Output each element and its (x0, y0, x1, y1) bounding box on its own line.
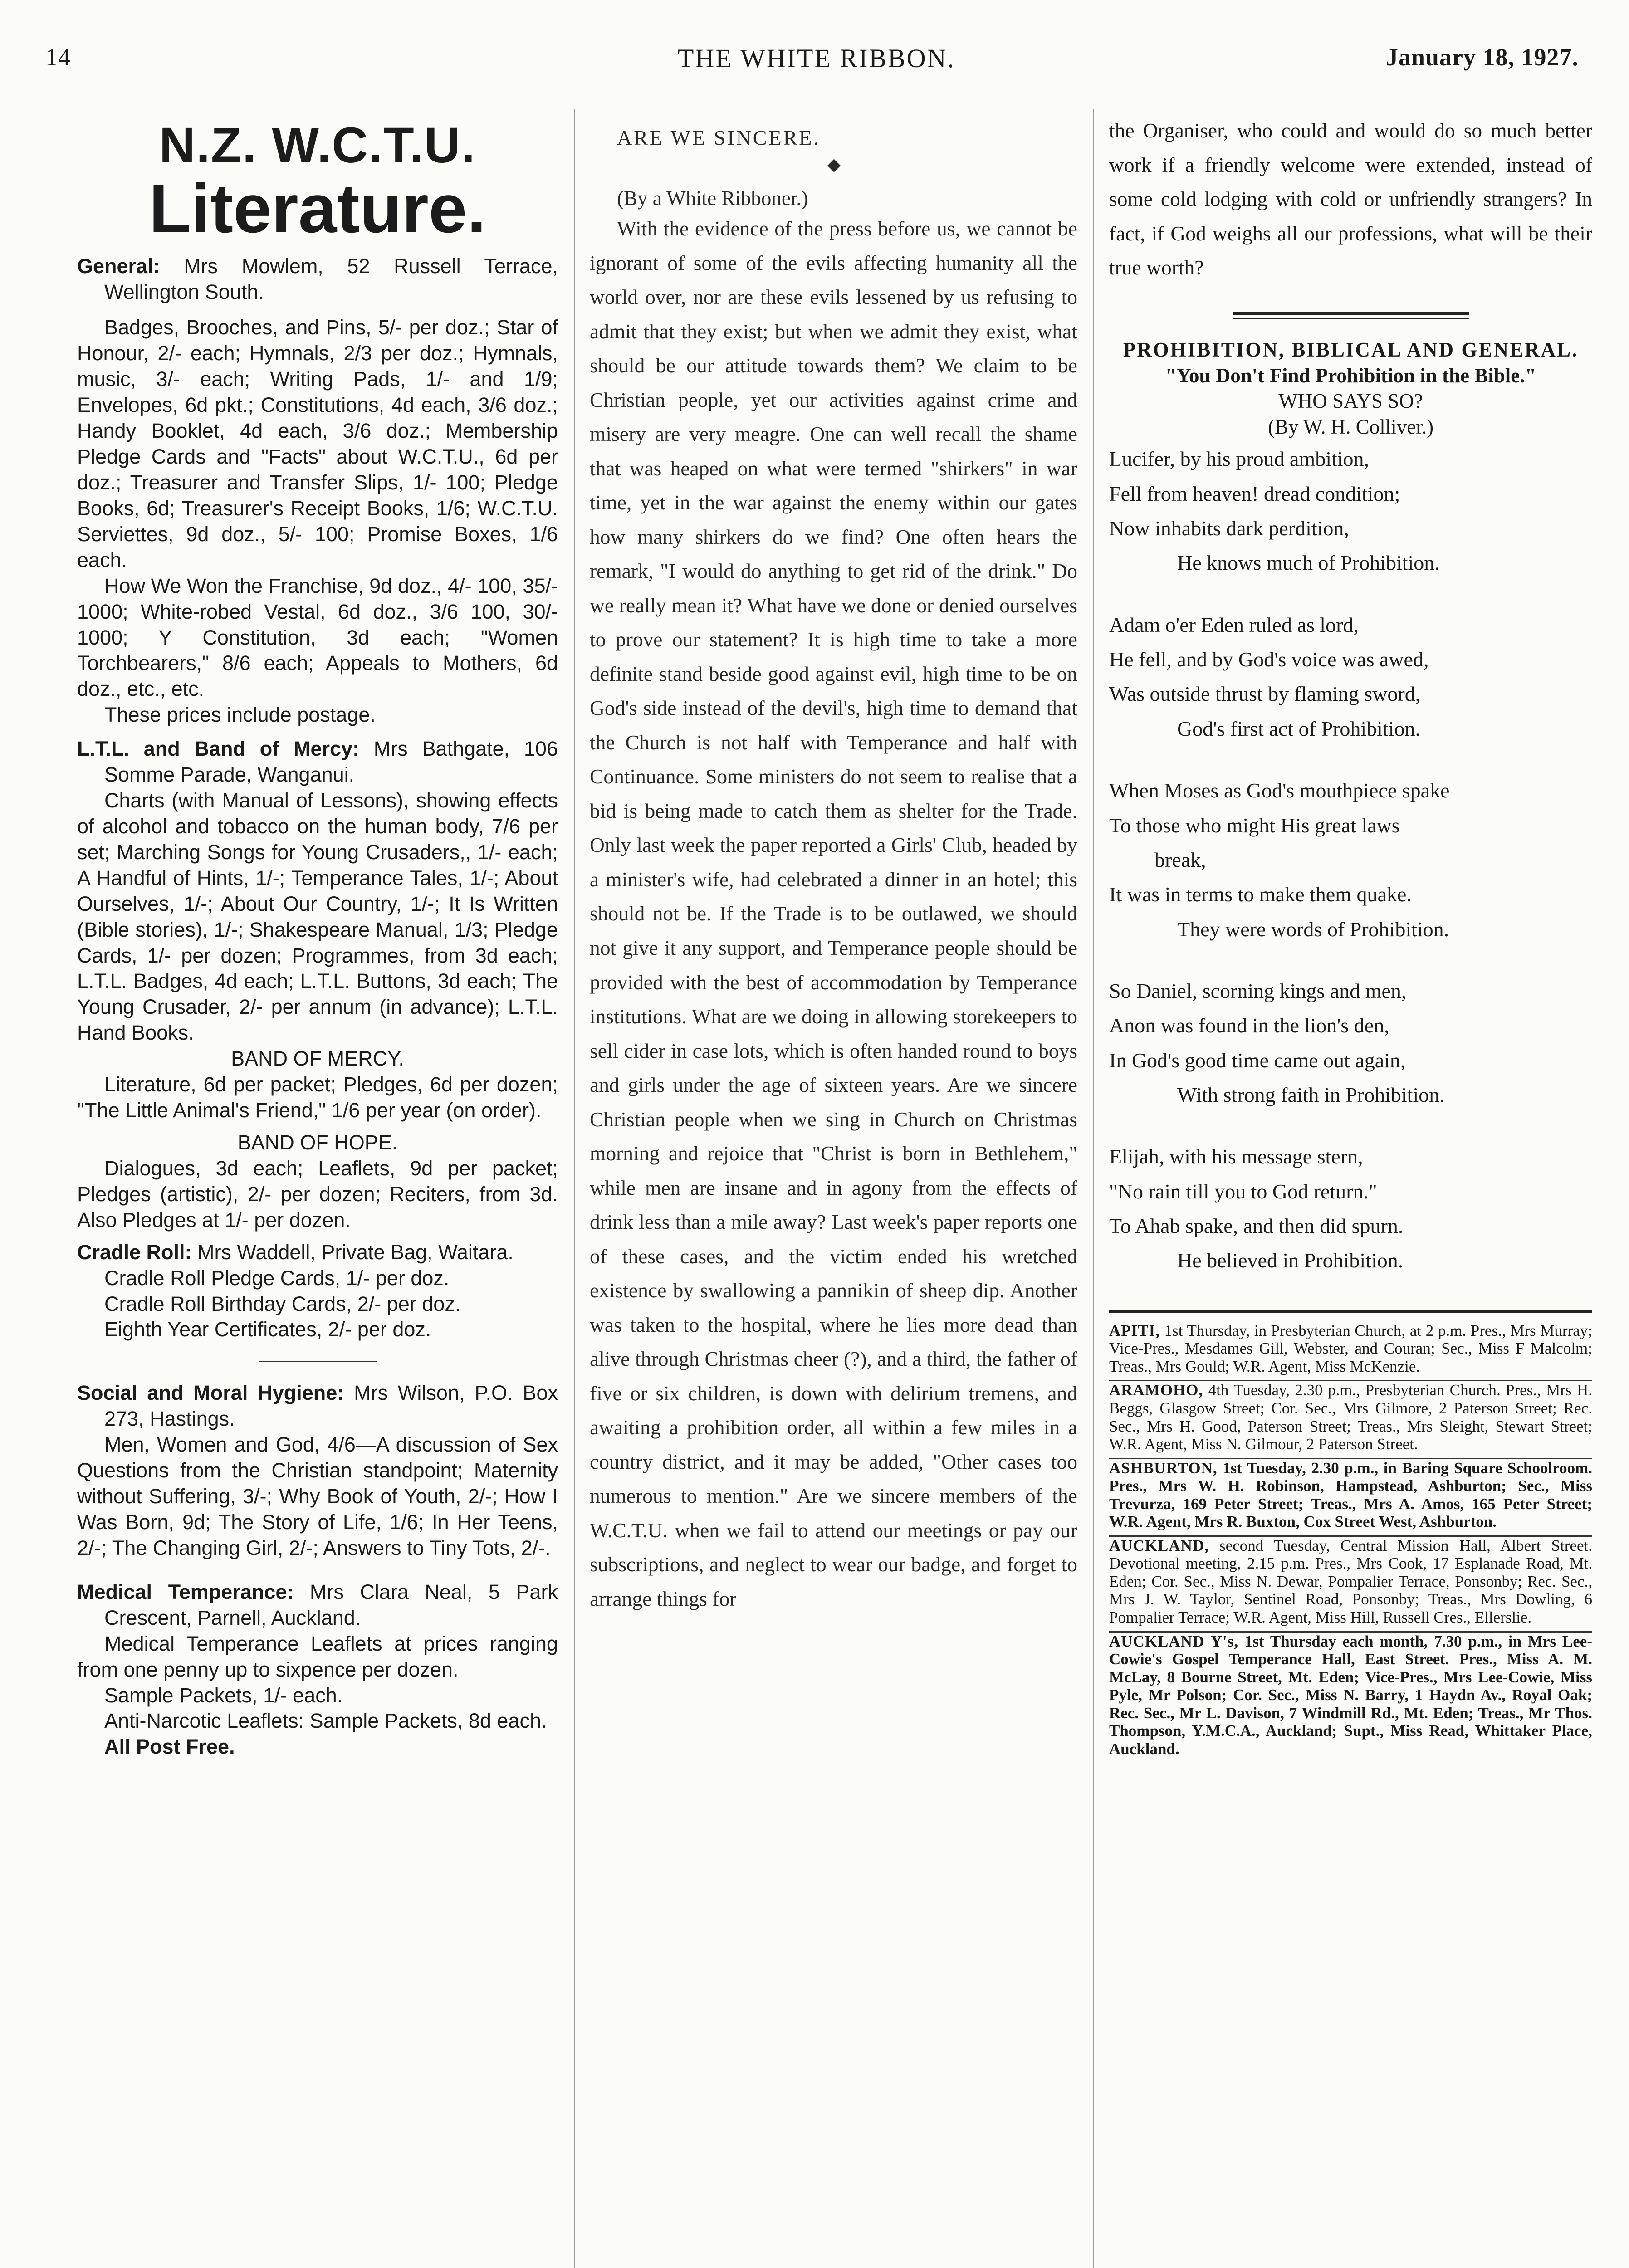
cradle-roll-item: Cradle Roll Pledge Cards, 1/- per doz. (104, 1266, 450, 1290)
branch-entry: AUCKLAND, second Tuesday, Central Mission Hall, Albert Street. Devotional meeting, 2.15 p.m. Pres., Mrs Cook, 17 Esplanade Road, Mt. Eden; Cor. Sec., Miss N. Dewar, Pompalier Terrace, Ponsonby; Rec. Sec., Mrs J. W. Taylor, Sentinel Road, Ponsonby; Treas., Mrs Dowling, 6 Pompalier Terrace; W.R. Agent, Miss Hill, Russell Cres., Ellerslie. (1109, 1537, 1592, 1633)
article-continuation: the Organiser, who could and would do so much better work if a friendly welcome were extended, instead of some cold lodging with cold or unfriendly strangers? In fact, if God weighs all our professions, what will be their true worth? (1109, 119, 1592, 279)
poem-line: Elijah, with his message stern, (1109, 1145, 1363, 1168)
poem-line: "No rain till you to God return." (1109, 1179, 1377, 1203)
page-header (45, 43, 1588, 79)
branch-name: AUCKLAND Y's, (1109, 1632, 1239, 1650)
branch-directory (1109, 1322, 1592, 1763)
medical-temperance-item: Sample Packets, 1/- each. (104, 1683, 343, 1707)
who-says-so: WHO SAYS SO? (1278, 390, 1423, 413)
poem-line: Lucifer, by his proud ambition, (1109, 447, 1370, 471)
poem-line: Anon was found in the lion's den, (1109, 1014, 1389, 1037)
branch-entry: ASHBURTON, 1st Tuesday, 2.30 p.m., in Baring Square Schoolroom. Pres., Mrs W. H. Robinson, Hampstead, Ashburton; Sec., Miss Trevurza, 169 Peter Street; Treas., Mrs A. Amos, 165 Peter Street; W.R. Agent, Mrs R. Buxton, Cox Street West, Ashburton. (1109, 1459, 1592, 1537)
poem-line: They were words of Prohibition. (1177, 917, 1449, 941)
branch-name: APITI, (1109, 1321, 1160, 1339)
poem-line: Now inhabits dark perdition, (1109, 516, 1349, 540)
cradle-roll-heading: Cradle Roll: (77, 1240, 192, 1264)
medical-temperance-item: Medical Temperance Leaflets at prices ranging from one penny up to sixpence per dozen. (77, 1632, 558, 1681)
social-hygiene-heading: Social and Moral Hygiene: (77, 1381, 344, 1405)
column-divider (1093, 109, 1094, 2268)
ltl-price-list: Charts (with Manual of Lessons), showing effects of alcohol and tobacco on the human body, 7/6 per set; Marching Songs for Young Crusaders,, 1/- each; A Handful of Hints, 1/-; Temperance Tales, 1/-; About Ourselves, 1/-; About Our Country, 1/-; It Is Written (Bible stories), 1/-; Shakespeare Manual, 1/3; Pledge Cards, 1/- per dozen; Programmes, from 3d each; L.T.L. Badges, 4d each; L.T.L. Buttons, 3d each; The Young Crusader, 2/- per annum (in advance); L.T.L. Hand Books. (77, 789, 558, 1045)
poem-heading: PROHIBITION, BIBLICAL AND GENERAL. (1123, 338, 1579, 361)
ltl-contact: L.T.L. and Band of Mercy: Mrs Bathgate, 106 Somme Parade, Wanganui. (77, 737, 558, 787)
article-byline: (By a White Ribboner.) (617, 187, 808, 210)
band-of-mercy-list: Literature, 6d per packet; Pledges, 6d per dozen; "The Little Animal's Friend," 1/6 per year (on order). (77, 1073, 558, 1122)
social-hygiene-contact: Social and Moral Hygiene: Mrs Wilson, P.O. Box 273, Hastings. (77, 1381, 558, 1431)
poem-line: Adam o'er Eden ruled as lord, (1109, 613, 1359, 636)
medical-temperance-contact: Medical Temperance: Mrs Clara Neal, 5 Park Crescent, Parnell, Auckland. (77, 1580, 558, 1629)
literature-column (77, 104, 558, 1760)
branch-name: ARAMOHO, (1109, 1381, 1203, 1399)
poem-line: He knows much of Prohibition. (1177, 551, 1440, 575)
poem-stanza (1109, 608, 1592, 746)
poem-line: When Moses as God's mouthpiece spake (1109, 779, 1450, 802)
medical-temperance-heading: Medical Temperance: (77, 1580, 294, 1603)
poem-line: To Ahab spake, and then did spurn. (1109, 1214, 1404, 1238)
postage-note: These prices include postage. (104, 703, 376, 727)
poem-stanza (1109, 442, 1592, 580)
issue-date: January 18, 1927. (1385, 44, 1579, 71)
band-of-hope-heading: BAND OF HOPE. (237, 1131, 398, 1154)
poem (1109, 442, 1592, 1278)
general-price-list: Badges, Brooches, and Pins, 5/- per doz.; Star of Honour, 2/- each; Hymnals, 2/3 per doz.; Hymnals, music, 3/- each; Writing Pads, 1/- and 1/9; Envelopes, 6d pkt.; Constitutions, 4d each, 3/6 doz.; Handy Booklet, 4d each, 3/6 doz.; Membership Pledge Cards and "Facts" about W.C.T.U., 6d per doz.; Treasurer and Transfer Slips, 1/- 100; Pledge Books, 6d; Treasurer's Receipt Books, 1/6; W.C.T.U. Serviettes, 9d doz., 5/- 100; Promise Boxes, 1/6 each. (77, 316, 558, 572)
poem-stanza (1109, 1139, 1592, 1278)
poem-line: Fell from heaven! dread condition; (1109, 482, 1400, 505)
article-heading: ARE WE SINCERE. (617, 126, 821, 149)
poem-subheading: "You Don't Find Prohibition in the Bible." (1165, 364, 1536, 387)
cradle-roll-contact: Cradle Roll: Mrs Waddell, Private Bag, Waitara. (77, 1240, 514, 1264)
branch-entry: AUCKLAND Y's, 1st Thursday each month, 7.30 p.m., in Mrs Lee-Cowie's Gospel Temperance Hall, East Street. Pres., Miss A. M. McLay, 8 Bourne Street, Mt. Eden; Vice-Pres., Mrs Lee-Cowie, Miss Pyle, Mr Polson; Cor. Sec., Miss N. Barry, 1 Haydn Av., Royal Oak; Rec. Sec., Mr L. Davison, 7 Windmill Rd., Mt. Eden; Treas., Mr Thos. Thompson, Y.M.C.A., Auckland; Supt., Miss Read, Whittaker Place, Auckland. (1109, 1632, 1593, 1758)
poem-stanza (1109, 773, 1592, 947)
literature-title-org: N.Z. W.C.T.U. (159, 117, 476, 173)
general-price-list-2: How We Won the Franchise, 9d doz., 4/- 100, 35/- 1000; White-robed Vestal, 6d doz., 3/6 100, 30/- 1000; Y Constitution, 3d each; "Women Torchbearers," 8/6 each; Appeals to Mothers, 6d doz., etc., etc. (77, 574, 558, 701)
page-number: 14 (45, 44, 71, 71)
article-body: With the evidence of the press before us, we cannot be ignorant of some of the evils affecting humanity all the world over, nor are these evils lessened by us refusing to admit that they exist; but when we admit they exist, what should be our attitude towards them? We claim to be Christian people, yet our activities against crime and misery are very meagre. One can well recall the shame that was heaped on what were termed "shirkers" in war time, yet in the war against the enemy within our gates how many shirkers do we find? One often hears the remark, "I would do anything to get rid of the drink." Do we really mean it? What have we done or denied ourselves to prove our statement? It is high time to take a more definite stand beside good against evil, high time to be on God's side instead of the devil's, high time to demand that the Church is not half with Temperance and half with Continuance. Some ministers do not seem to realise that a bid is being made to catch them as shelter for the Trade. Only last week the paper reported a Girls' Club, headed by a minister's wife, had celebrated a dinner in an hotel; this should not be. If the Trade is to be outlawed, we should not give it any support, and Temperance people should be provided with the best of accommodation by Temperance institutions. What are we doing in allowing storekeepers to sell cider in case lots, which is often handed round to boys and girls under the age of sixteen years. Are we sincere Christian people when we sing in Church on Christmas morning and rejoice that "Christ is born in Bethlehem," while men are insane and in agony from the effects of drink less than a mile away? Last week's paper reports one of these cases, and the victim ended his wretched existence by swallowing a pannikin of sheep dip. Another was taken to the hospital, where he lies more dead than alive through Christmas cheer (?), and a third, the father of five or six children, is down with delirium tremens, and awaiting a prohibition order, all within a few miles in a country district, and it may be added, "Other cases too numerous to mention." Are we sincere members of the W.C.T.U. when we fail to attend our meetings or pay our subscriptions, and neglect to wear our badge, and forget to arrange things for (590, 217, 1077, 1610)
general-contact: General: Mrs Mowlem, 52 Russell Terrace, Wellington South. (77, 254, 558, 303)
cradle-roll-item: Cradle Roll Birthday Cards, 2/- per doz. (104, 1292, 461, 1315)
branch-entry: ARAMOHO, 4th Tuesday, 2.30 p.m., Presbyterian Church. Pres., Mrs H. Beggs, Glasgow Street; Cor. Sec., Mrs Gilmore, 2 Paterson Street; Rec. Sec., Mrs H. Good, Paterson Street; Treas., Mrs Sleight, Stewart Street; W.R. Agent, Miss N. Gilmour, 2 Paterson Street. (1109, 1381, 1592, 1459)
publication-title: THE WHITE RIBBON. (677, 44, 956, 73)
poem-line: He believed in Prohibition. (1177, 1249, 1404, 1272)
poem-line: Was outside thrust by flaming sword, (1109, 682, 1421, 706)
column-divider (574, 109, 575, 2268)
poem-line: God's first act of Prohibition. (1177, 717, 1420, 740)
social-hygiene-list: Men, Women and God, 4/6—A discussion of Sex Questions from the Christian standpoint; Maternity without Suffering, 3/-; Why Book of Youth, 2/-; How I Was Born, 9d; The Story of Life, 1/6; In Her Teens, 2/-; The Changing Girl, 2/-; Answers to Tiny Tots, 2/-. (77, 1433, 558, 1559)
general-heading: General: (77, 254, 160, 278)
medical-temperance-item: Anti-Narcotic Leaflets: Sample Packets, 8d each. (104, 1709, 547, 1733)
poem-column (1109, 113, 1592, 1762)
branch-entry: APITI, 1st Thursday, in Presbyterian Church, at 2 p.m. Pres., Mrs Murray; Vice-Pres., Mesdames Gill, Webster, and Couran; Sec., Miss F Malcolm; Treas., Mrs Gould; W.R. Agent, Miss McKenzie. (1109, 1322, 1592, 1382)
branch-name: ASHBURTON, (1109, 1459, 1218, 1477)
poem-line: To those who might His great laws (1109, 813, 1400, 837)
poem-line: It was in terms to make them quake. (1109, 883, 1412, 906)
poem-line: He fell, and by God's voice was awed, (1109, 648, 1429, 671)
ornament-divider: ———◆——— (778, 155, 889, 175)
section-rule (259, 1361, 377, 1362)
section-rule (1109, 1310, 1592, 1313)
branch-name: AUCKLAND, (1109, 1536, 1209, 1554)
band-of-mercy-heading: BAND OF MERCY. (231, 1047, 404, 1070)
literature-title: Literature. (149, 170, 486, 247)
poem-line: So Daniel, scorning kings and men, (1109, 979, 1407, 1002)
section-rule (1233, 312, 1469, 319)
poem-line: break, (1154, 848, 1206, 871)
article-column (590, 125, 1077, 1616)
poem-line: In God's good time came out again, (1109, 1048, 1406, 1072)
band-of-hope-list: Dialogues, 3d each; Leaflets, 9d per packet; Pledges (artistic), 2/- per dozen; Reciters, from 3d. Also Pledges at 1/- per dozen. (77, 1156, 558, 1232)
poem-line: With strong faith in Prohibition. (1177, 1083, 1445, 1107)
poem-stanza (1109, 974, 1592, 1112)
cradle-roll-item: Eighth Year Certificates, 2/- per doz. (104, 1318, 431, 1341)
poem-byline: (By W. H. Colliver.) (1267, 415, 1433, 439)
post-free-note: All Post Free. (104, 1735, 235, 1759)
ltl-heading: L.T.L. and Band of Mercy: (77, 737, 360, 761)
